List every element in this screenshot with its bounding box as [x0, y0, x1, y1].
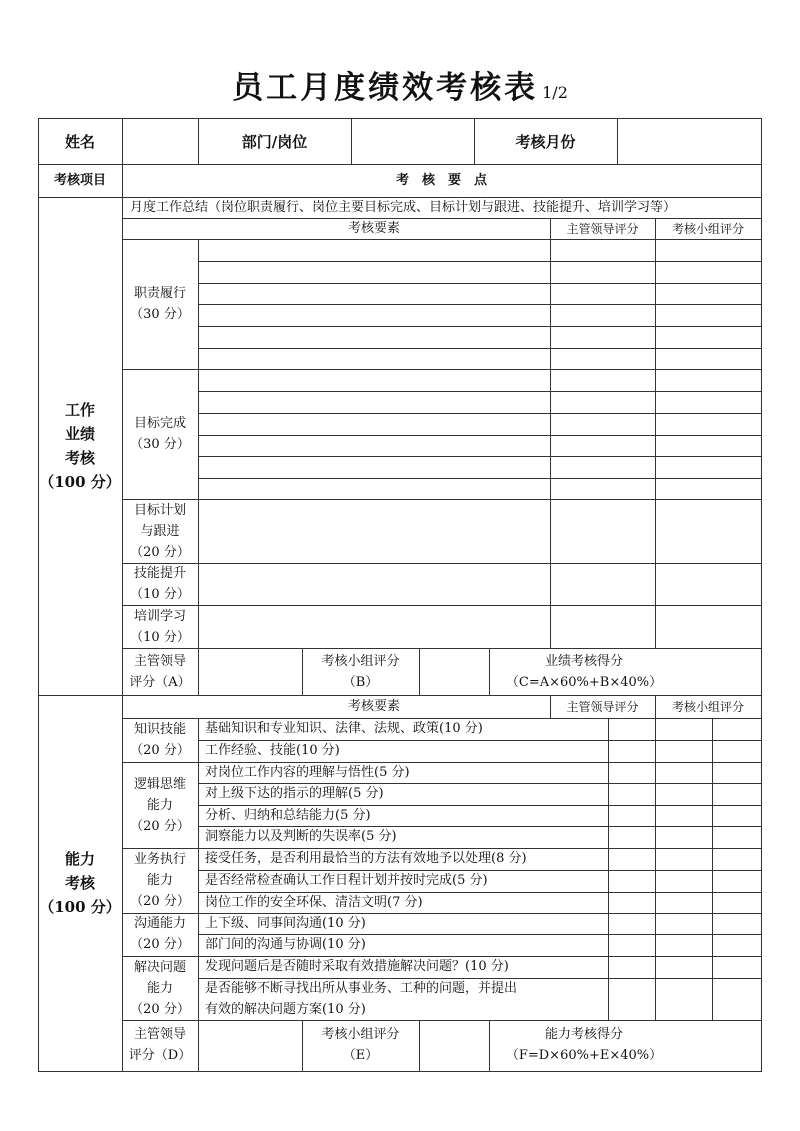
grid-line: [38, 118, 762, 119]
supervisor-total-label: 评分（D）: [128, 1048, 192, 1063]
grid-line: [198, 478, 762, 479]
category-label: 目标完成: [133, 416, 186, 431]
grid-line: [38, 695, 762, 696]
work-section-label: 工作: [64, 401, 95, 419]
ability-item: 是否能够不断寻找出所从事业务、工种的问题，并提出: [205, 981, 518, 996]
category-label: 业务执行: [133, 851, 186, 867]
grid-line: [122, 563, 762, 564]
work-result-label: （C=A×60%+B×40%）: [505, 675, 663, 690]
grid-line: [419, 648, 420, 696]
ability-item: 部门间的沟通与协调(10 分): [205, 937, 366, 952]
grid-line: [655, 218, 656, 649]
work-summary: 月度工作总结（岗位职责履行、岗位主要目标完成、目标计划与跟进、技能提升、培训学习等）: [130, 200, 677, 215]
elements-label: 考核要素: [347, 221, 400, 236]
grid-line: [608, 718, 609, 1021]
title-text: 员工月度绩效考核表: [232, 70, 539, 106]
supervisor-score-label: 主管领导评分: [566, 222, 639, 236]
ability-item: 洞察能力以及判断的失误率(5 分): [205, 829, 397, 844]
work-section-label: 业绩: [64, 425, 95, 443]
group-score-label: 考核小组评分: [671, 700, 744, 714]
category-label: （30 分）: [130, 307, 190, 322]
ability-section-label: （100 分）: [39, 898, 121, 916]
ability-result-label: （F=D×60%+E×40%）: [505, 1048, 663, 1063]
category-label: （30 分）: [130, 437, 190, 452]
grid-line: [550, 218, 551, 649]
ability-item: 上下级、同事间沟通(10 分): [205, 916, 366, 931]
ability-item: 对上级下达的指示的理解(5 分): [205, 786, 384, 801]
work-result-label: 业绩考核得分: [544, 654, 623, 669]
category-label: 能力: [146, 980, 173, 996]
category-label: （20 分）: [130, 893, 190, 909]
category-label: 逻辑思维: [133, 776, 186, 792]
category-label: 培训学习: [133, 609, 186, 624]
group-total-label: 考核小组评分: [321, 654, 400, 669]
grid-line: [122, 605, 762, 606]
grid-line: [198, 304, 762, 305]
ability-item: 分析、归纳和总结能力(5 分): [205, 808, 371, 823]
ability-item: 基础知识和专业知识、法律、法规、政策(10 分): [205, 721, 483, 736]
category-label: 目标计划: [133, 502, 186, 518]
grid-line: [655, 718, 656, 1021]
ability-item: 是否经常检查确认工作日程计划并按时完成(5 分): [205, 873, 488, 888]
month-label: 考核月份: [515, 133, 576, 151]
category-label: （20 分）: [130, 937, 190, 952]
points-label: 考 核 要 点: [395, 173, 487, 188]
grid-line: [351, 118, 352, 165]
grid-line: [198, 456, 762, 457]
ability-item: 有效的解决问题方案(10 分): [205, 1002, 366, 1017]
grid-line: [198, 391, 762, 392]
group-total-label: （B）: [342, 675, 379, 690]
grid-line: [419, 1020, 420, 1072]
supervisor-score-label: 主管领导评分: [566, 700, 639, 714]
category-label: 知识技能: [133, 722, 186, 737]
grid-line: [198, 261, 762, 262]
grid-line: [655, 695, 656, 719]
dept-label: 部门/岗位: [241, 133, 308, 151]
category-label: （10 分）: [130, 587, 190, 602]
grid-line: [38, 118, 39, 1072]
grid-line: [198, 413, 762, 414]
grid-line: [122, 499, 762, 500]
grid-line: [122, 239, 762, 240]
category-label: 沟通能力: [133, 916, 186, 931]
category-label: （20 分）: [130, 1001, 190, 1017]
grid-line: [122, 1020, 762, 1021]
category-label: 能力: [146, 797, 173, 813]
elements-label: 考核要素: [347, 699, 400, 714]
ability-item: 对岗位工作内容的理解与悟性(5 分): [205, 765, 410, 780]
work-section-label: （100 分）: [39, 473, 121, 491]
group-total-label: 考核小组评分: [321, 1027, 400, 1042]
ability-result-label: 能力考核得分: [544, 1027, 623, 1042]
category-label: 职责履行: [133, 286, 186, 301]
grid-line: [38, 164, 762, 165]
grid-line: [198, 435, 762, 436]
category-label: （10 分）: [130, 630, 190, 645]
grid-line: [198, 718, 199, 1021]
ability-section-label: 考核: [64, 874, 95, 892]
item-column-label: 考核项目: [53, 173, 106, 188]
supervisor-total-label: 评分（A）: [129, 675, 191, 690]
grid-line: [122, 648, 762, 649]
grid-line: [198, 283, 762, 284]
supervisor-total-label: 主管领导: [133, 654, 186, 669]
grid-line: [198, 348, 762, 349]
work-section-label: 考核: [64, 449, 95, 467]
ability-item: 发现问题后是否随时采取有效措施解决问题？(10 分): [205, 959, 509, 974]
ability-section-label: 能力: [64, 850, 95, 868]
category-label: 解决问题: [133, 959, 186, 975]
page-number: 1/2: [542, 83, 568, 102]
name-label: 姓名: [64, 133, 95, 151]
supervisor-total-label: 主管领导: [133, 1027, 186, 1042]
grid-line: [198, 239, 199, 649]
category-label: （20 分）: [130, 818, 190, 834]
group-score-label: 考核小组评分: [671, 222, 744, 236]
grid-line: [38, 1071, 762, 1072]
category-label: （20 分）: [130, 743, 190, 758]
grid-line: [122, 369, 762, 370]
category-label: 技能提升: [133, 566, 186, 581]
grid-line: [550, 695, 551, 719]
category-label: 与跟进: [140, 523, 180, 539]
category-label: （20 分）: [130, 544, 190, 560]
group-total-label: （E）: [342, 1048, 379, 1063]
category-label: 能力: [146, 872, 173, 888]
grid-line: [122, 118, 123, 165]
ability-item: 岗位工作的安全环保、清洁文明(7 分): [205, 895, 423, 910]
grid-line: [712, 718, 713, 1021]
grid-line: [198, 326, 762, 327]
ability-item: 工作经验、技能(10 分): [205, 743, 340, 758]
grid-line: [198, 1020, 199, 1072]
ability-item: 接受任务，是否利用最恰当的方法有效地予以处理(8 分): [205, 851, 527, 866]
grid-line: [617, 118, 618, 165]
grid-line: [198, 648, 199, 696]
